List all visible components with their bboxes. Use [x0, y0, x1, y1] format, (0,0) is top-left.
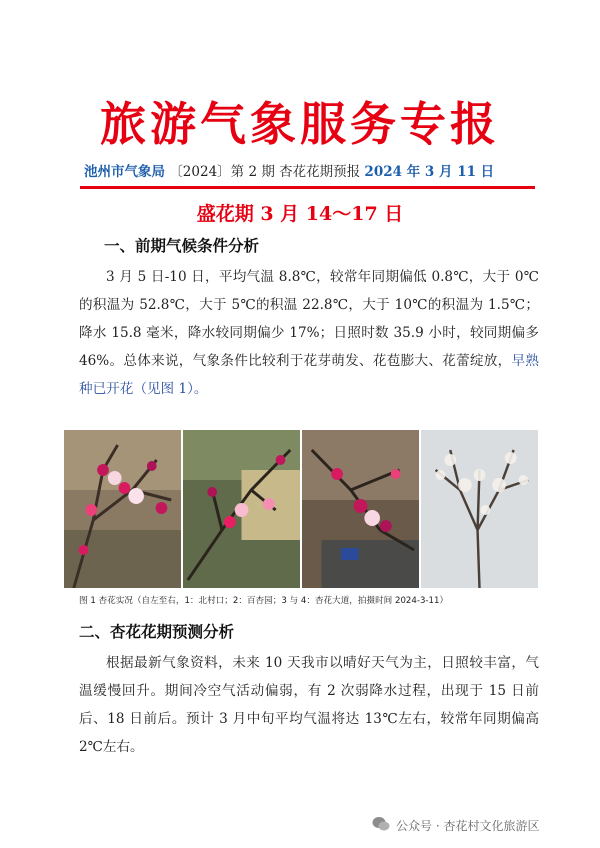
section2-heading: 二、杏花花期预测分析: [79, 623, 235, 641]
section1-text: 3 月 5 日-10 日，平均气温 8.8℃，较常年同期偏低 0.8℃，大于 0℃的积温为 52.8℃，大于 5℃的积温 22.8℃，大于 10℃的积温为 1.5℃；降水 15.8 毫米，降水较同期偏少 17%；日照时数 35.9 小时，较同期偏多 46%。总体来说，气象条件比较利于花芽萌发、花苞膨大、花蕾绽放，: [79, 269, 539, 369]
header-divider: [80, 186, 535, 189]
apricot-photo-strip: [64, 430, 538, 588]
issue-meta-row: [84, 162, 540, 182]
figure-caption: 图 1 杏花实况（自左至右，1：北村口；2：百杏园；3 与 4：杏花大道，拍摄时间 2024-3-11）: [79, 596, 449, 606]
issue-number: 〔2024〕第 2 期: [169, 164, 275, 180]
issuing-office: 池州市气象局: [84, 164, 165, 180]
photo-beicunkou: [64, 430, 181, 588]
watermark-text: 公众号 · 杏花村文化旅游区: [396, 818, 540, 833]
issue-date: 2024 年 3 月 11 日: [364, 164, 495, 180]
section1-text-highlight: 早熟种已开花（见图 1）。: [79, 353, 540, 397]
wechat-watermark: [372, 815, 539, 835]
wechat-logo-icon: [372, 816, 390, 835]
photo-xinghua-avenue-1: [302, 430, 419, 588]
section1-heading: 一、前期气候条件分析: [104, 237, 260, 255]
bloom-period-headline: 盛花期 3 月 14～17 日: [196, 203, 404, 225]
document-title: 旅游气象服务专报: [100, 97, 500, 151]
section2-paragraph: 根据最新气象资料，未来 10 天我市以晴好天气为主，日照较丰富，气温缓慢回升。期间冷空气活动偏弱，有 2 次弱降水过程，出现于 15 日前后、18 日前后。预计 3 月中旬平均气温将达 13℃左右，较常年同期偏高 2℃左右。: [79, 655, 539, 755]
product-name: 杏花花期预报: [279, 164, 361, 180]
photo-baixingyuan: [183, 430, 300, 588]
photo-xinghua-avenue-2: [421, 430, 538, 588]
section1-paragraph: [79, 263, 539, 403]
